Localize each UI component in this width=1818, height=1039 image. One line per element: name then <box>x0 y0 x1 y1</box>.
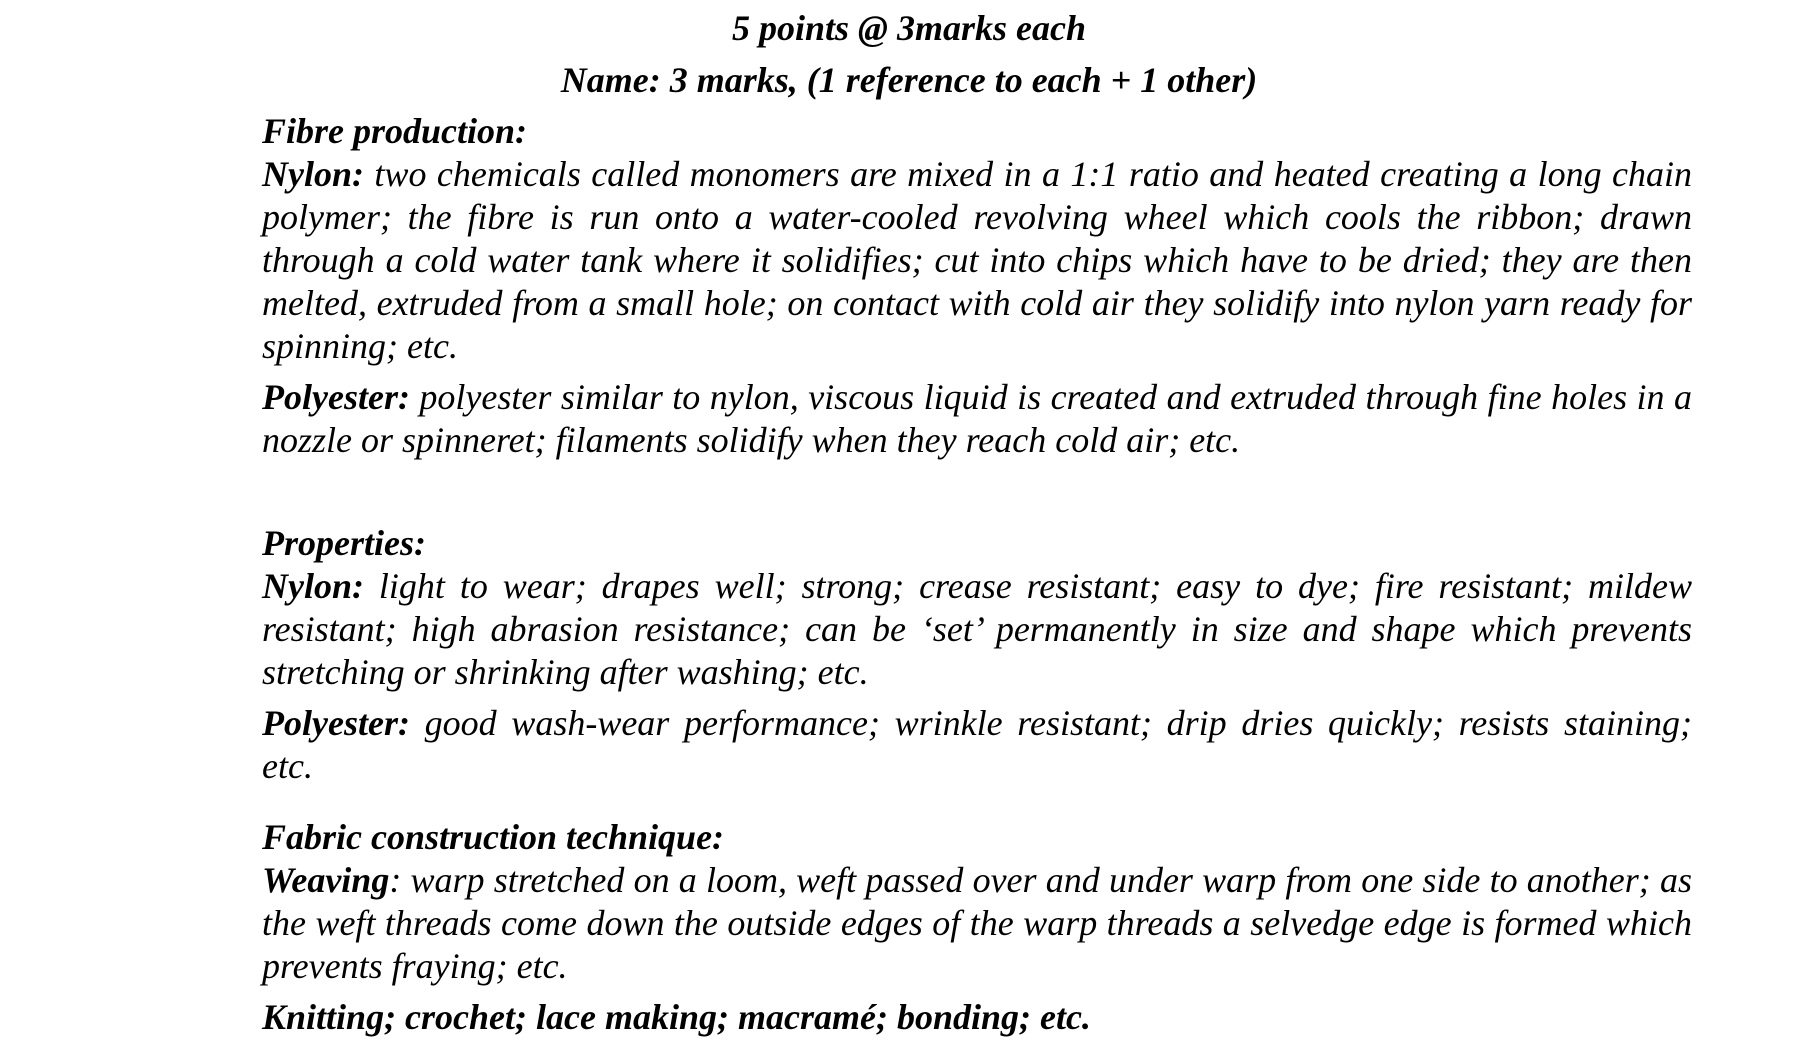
nylon-production-paragraph <box>262 153 1692 368</box>
nylon-properties-text: light to wear; drapes well; strong; crease resistant; easy to dye; fire resistant; mildew resistant; high abrasion resistance; can be ‘set’ permanently in size and shape which prevents stretching or shrinking after washing; etc. <box>262 566 1692 692</box>
nylon-label: Nylon: <box>262 154 364 194</box>
nylon-properties-paragraph <box>262 565 1692 694</box>
page-title: 5 points @ 3marks each <box>732 8 1086 48</box>
main-content <box>262 110 1692 1039</box>
polyester-label: Polyester: <box>262 703 410 743</box>
fabric-construction-section <box>262 816 1692 1039</box>
polyester-production-paragraph <box>262 376 1692 462</box>
section-heading: Fibre production: <box>262 111 528 151</box>
polyester-label: Polyester: <box>262 377 410 417</box>
polyester-production-text: polyester similar to nylon, viscous liquid is created and extruded through fine holes in a nozzle or spinneret; filaments solidify when they reach cold air; etc. <box>262 377 1692 460</box>
fibre-production-section <box>262 110 1692 462</box>
section-heading: Properties: <box>262 523 426 563</box>
nylon-production-text: two chemicals called monomers are mixed in a 1:1 ratio and heated creating a long chain polymer; the fibre is run onto a water-cooled revolving wheel which cools the ribbon; drawn through a cold water tank where it solidifies; cut into chips which have to be dried; they are then melted, extruded from a small hole; on contact with cold air they solidify into nylon yarn ready for spinning; etc. <box>262 154 1692 366</box>
polyester-properties-paragraph <box>262 702 1692 788</box>
weaving-text: : warp stretched on a loom, weft passed over and under warp from one side to another; as the weft threads come down the outside edges of the warp threads a selvedge edge is formed which prevents fraying; etc. <box>262 860 1692 986</box>
other-techniques-line: Knitting; crochet; lace making; macramé; bonding; etc. <box>262 997 1091 1037</box>
nylon-label: Nylon: <box>262 566 364 606</box>
polyester-properties-text: good wash-wear performance; wrinkle resistant; drip dries quickly; resists staining; etc. <box>262 703 1692 786</box>
weaving-paragraph <box>262 859 1692 988</box>
properties-section <box>262 522 1692 788</box>
section-heading: Fabric construction technique: <box>262 817 725 857</box>
page-subtitle: Name: 3 marks, (1 reference to each + 1 other) <box>560 60 1258 100</box>
weaving-label: Weaving <box>262 860 390 900</box>
